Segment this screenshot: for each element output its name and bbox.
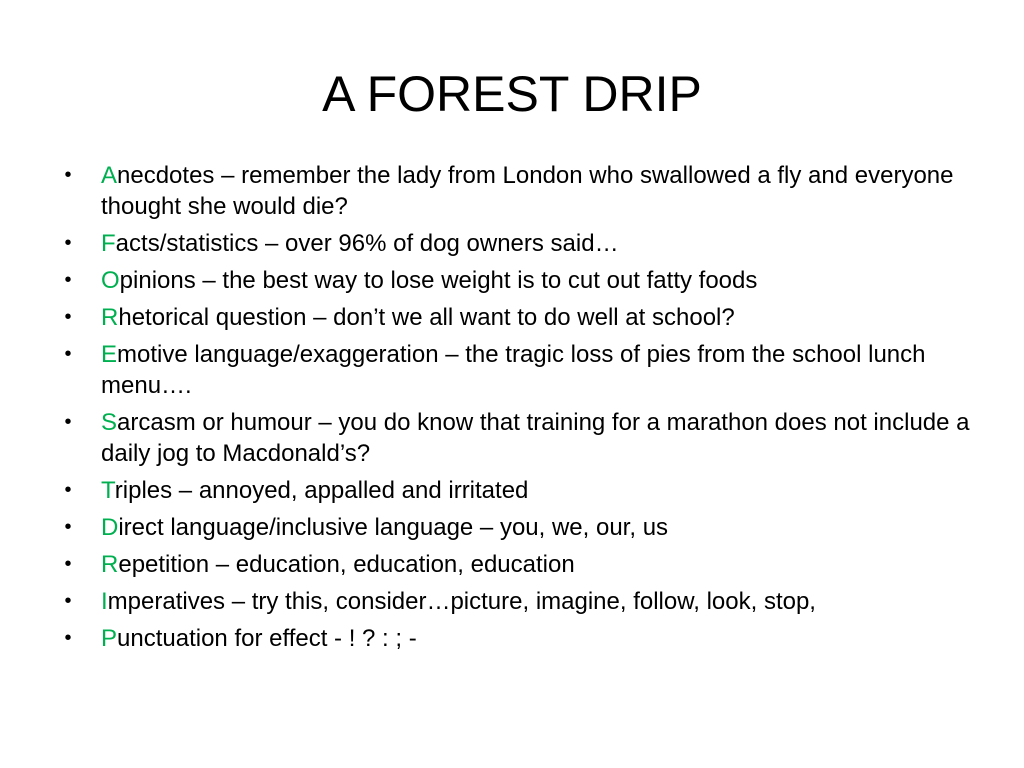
item-text: unctuation for effect - ! ? : ; - [117, 625, 417, 652]
item-initial: O [101, 267, 120, 294]
list-item [58, 549, 978, 580]
item-text: necdotes – remember the lady from London who swallowed a fly and everyone thought she would die? [101, 162, 954, 220]
item-initial: F [101, 230, 116, 257]
bullet-dot-icon: • [64, 232, 72, 254]
item-text: motive language/exaggeration – the tragic loss of pies from the school lunch menu…. [101, 341, 926, 399]
item-text: riples – annoyed, appalled and irritated [114, 477, 529, 504]
bullet-dot-icon: • [64, 516, 72, 538]
slide-title: A FOREST DRIP [322, 66, 702, 122]
item-initial: R [101, 551, 119, 578]
bullet-dot-icon: • [64, 479, 72, 501]
bullet-list [58, 160, 978, 660]
bullet-dot-icon: • [64, 269, 72, 291]
list-item [58, 623, 978, 654]
list-item [58, 586, 978, 617]
list-item [58, 302, 978, 333]
bullet-dot-icon: • [64, 553, 72, 575]
item-text: irect language/inclusive language – you, we, our, us [118, 514, 669, 541]
list-item [58, 228, 978, 259]
item-initial: I [101, 588, 108, 615]
list-item [58, 407, 978, 469]
item-text: epetition – education, education, education [118, 551, 575, 578]
item-initial: S [101, 409, 118, 436]
list-item [58, 265, 978, 296]
item-text: mperatives – try this, consider…picture, imagine, follow, look, stop, [107, 588, 816, 615]
list-item [58, 512, 978, 543]
item-initial: E [101, 341, 118, 368]
item-initial: P [101, 625, 118, 652]
item-text: hetorical question – don’t we all want to do well at school? [118, 304, 735, 331]
item-text: arcasm or humour – you do know that training for a marathon does not include a daily jog to Macdonald’s? [101, 409, 970, 467]
item-initial: R [101, 304, 119, 331]
list-item [58, 475, 978, 506]
item-initial: D [101, 514, 119, 541]
bullet-dot-icon: • [64, 627, 72, 649]
bullet-dot-icon: • [64, 590, 72, 612]
bullet-dot-icon: • [64, 411, 72, 433]
bullet-dot-icon: • [64, 164, 72, 186]
item-text: acts/statistics – over 96% of dog owners said… [115, 230, 619, 257]
bullet-dot-icon: • [64, 306, 72, 328]
item-initial: A [101, 162, 118, 189]
item-initial: T [101, 477, 115, 504]
bullet-dot-icon: • [64, 343, 72, 365]
list-item [58, 160, 978, 222]
list-item [58, 339, 978, 401]
item-text: pinions – the best way to lose weight is to cut out fatty foods [119, 267, 758, 294]
